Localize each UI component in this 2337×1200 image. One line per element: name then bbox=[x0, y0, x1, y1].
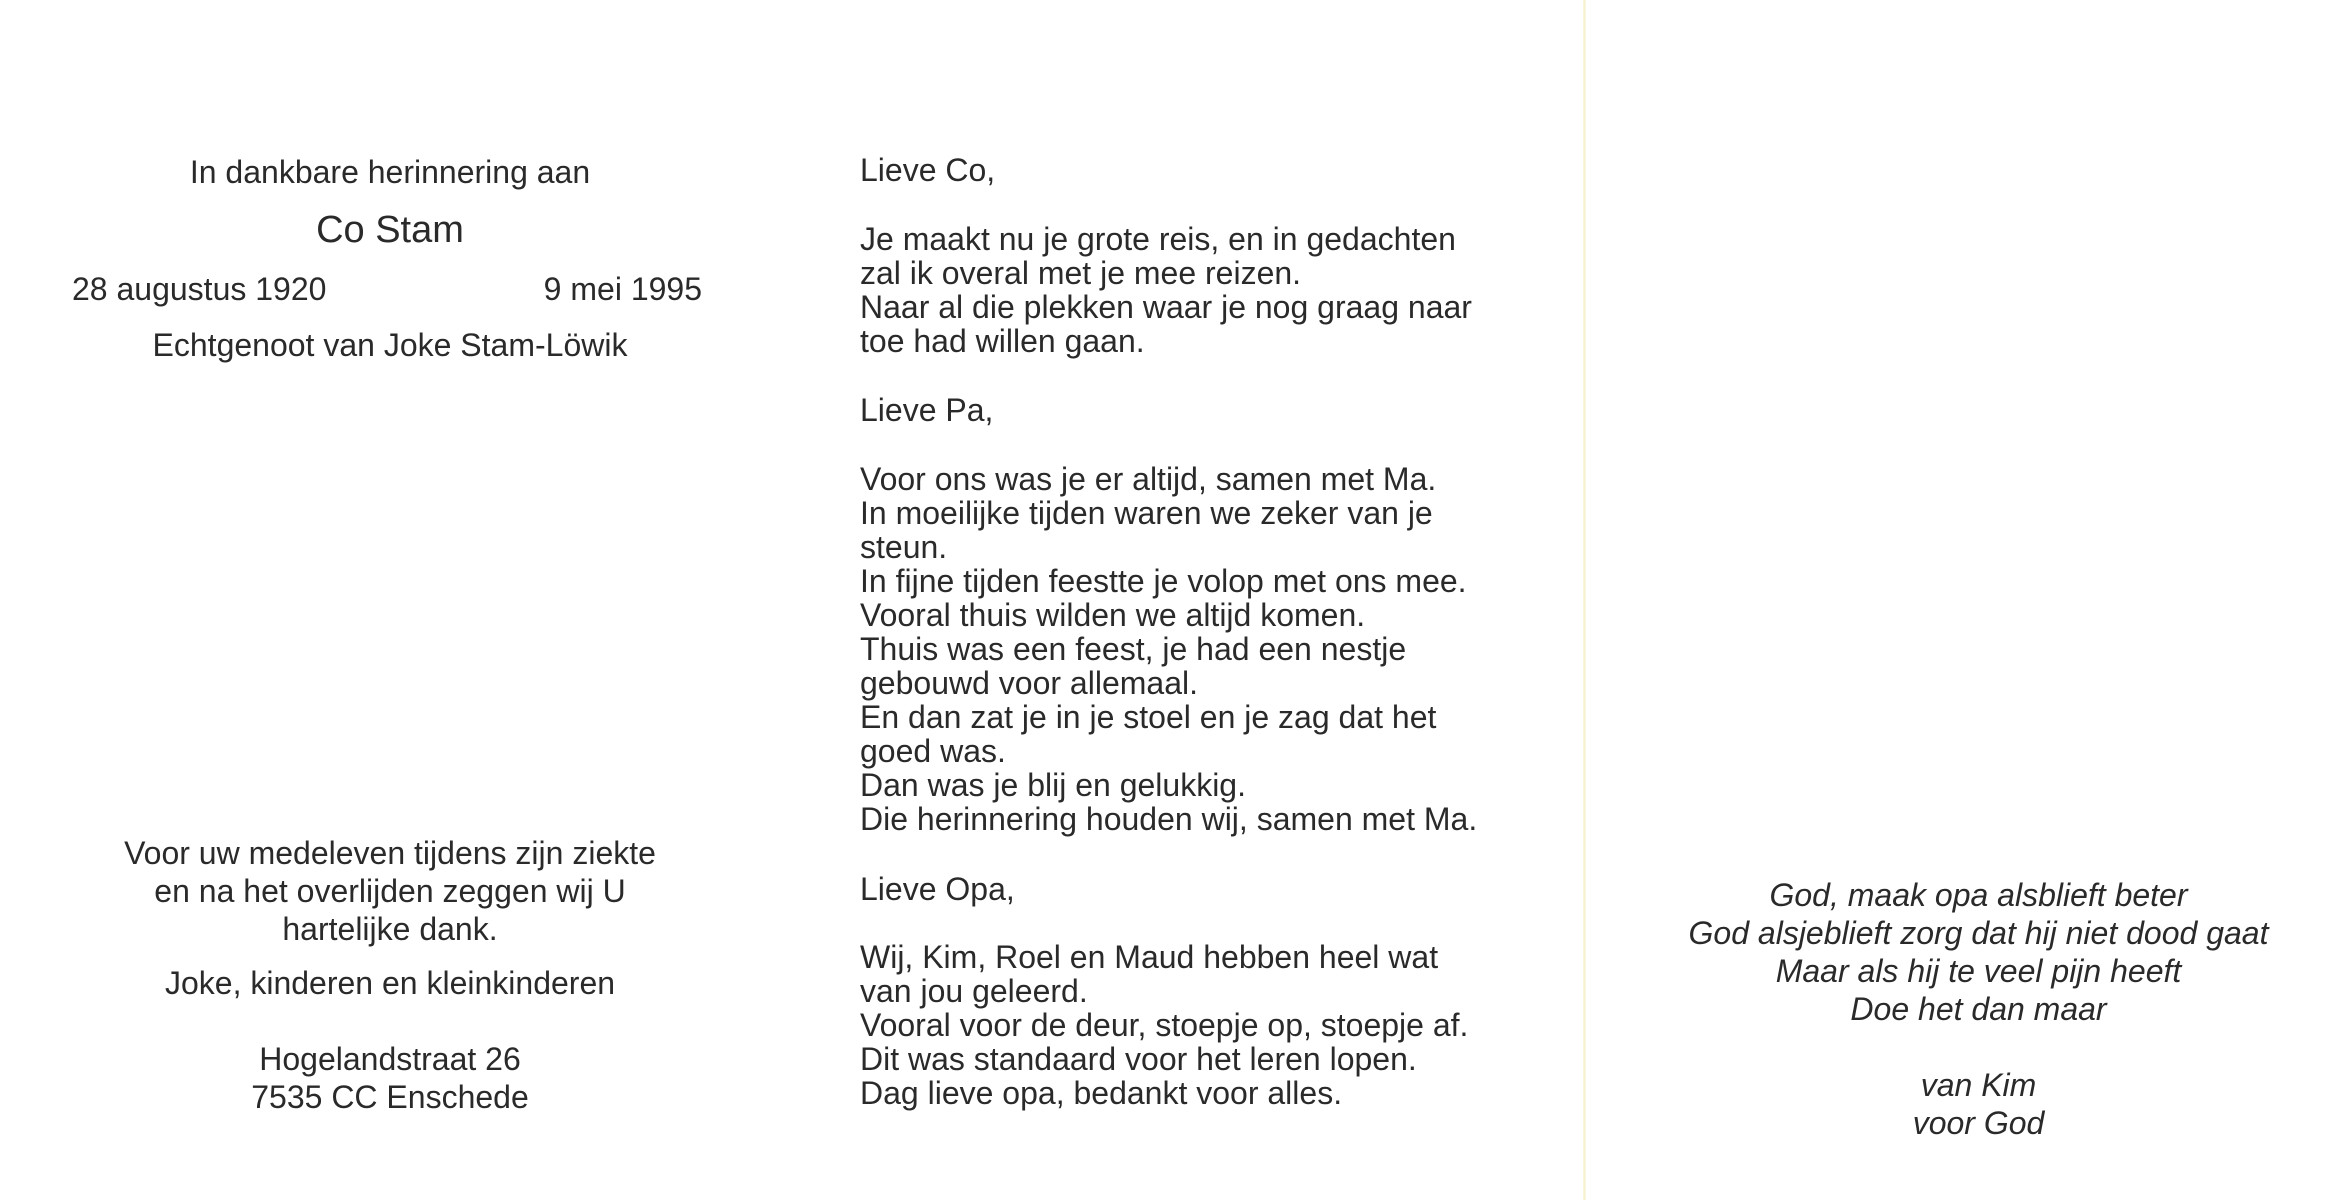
text-line: Wij, Kim, Roel en Maud hebben heel wat bbox=[860, 939, 1439, 975]
address-city: 7535 CC Enschede bbox=[251, 1079, 529, 1115]
address-block bbox=[0, 1040, 780, 1116]
card-fold bbox=[1583, 0, 1586, 1200]
greeting-line: Lieve Opa, bbox=[860, 871, 1015, 907]
text-line: gebouwd voor allemaal. bbox=[860, 665, 1198, 701]
paragraph-pa bbox=[860, 462, 1560, 836]
right-panel bbox=[1620, 0, 2337, 1200]
text-line: zal ik overal met je mee reizen. bbox=[860, 255, 1302, 291]
spouse-text: Echtgenoot van Joke Stam-Löwik bbox=[152, 327, 628, 363]
text-line: Je maakt nu je grote reis, en in gedachten bbox=[860, 221, 1456, 257]
thanks-line: Voor uw medeleven tijdens zijn ziekte bbox=[124, 835, 656, 871]
middle-panel bbox=[860, 0, 1560, 1200]
poem-line: God, maak opa alsblieft beter bbox=[1769, 877, 2188, 913]
poem-line: God alsjeblieft zorg dat hij niet dood gaat bbox=[1688, 915, 2269, 951]
signature-line: voor God bbox=[1912, 1105, 2045, 1141]
signature-line: van Kim bbox=[1920, 1067, 2037, 1103]
greeting-pa bbox=[860, 393, 1560, 427]
text-line: Dan was je blij en gelukkig. bbox=[860, 767, 1246, 803]
text-line: In moeilijke tijden waren we zeker van je bbox=[860, 495, 1433, 531]
text-line: Vooral thuis wilden we altijd komen. bbox=[860, 597, 1366, 633]
text-line: Thuis was een feest, je had een nestje bbox=[860, 631, 1407, 667]
address-street: Hogelandstraat 26 bbox=[259, 1041, 521, 1077]
text-line: goed was. bbox=[860, 733, 1006, 769]
thanks-message bbox=[0, 834, 780, 948]
birth-date: 28 augustus 1920 bbox=[72, 271, 327, 307]
greeting-line: Lieve Pa, bbox=[860, 392, 994, 428]
greeting-opa bbox=[860, 872, 1560, 906]
left-panel bbox=[0, 0, 780, 1200]
greeting-line: Lieve Co, bbox=[860, 152, 996, 188]
poem-line: Maar als hij te veel pijn heeft bbox=[1775, 953, 2182, 989]
paragraph-co bbox=[860, 222, 1560, 358]
deceased-name: Co Stam bbox=[316, 209, 464, 251]
text-line: Naar al die plekken waar je nog graag naar bbox=[860, 289, 1472, 325]
poem-signature bbox=[1620, 1066, 2337, 1142]
text-line: van jou geleerd. bbox=[860, 973, 1088, 1009]
text-line: steun. bbox=[860, 529, 948, 565]
text-line: toe had willen gaan. bbox=[860, 323, 1145, 359]
text-line: Vooral voor de deur, stoepje op, stoepje af. bbox=[860, 1007, 1469, 1043]
family-signature: Joke, kinderen en kleinkinderen bbox=[164, 965, 616, 1001]
poem-line: Doe het dan maar bbox=[1850, 991, 2107, 1027]
text-line: En dan zat je in je stoel en je zag dat het bbox=[860, 699, 1437, 735]
greeting-co bbox=[860, 153, 1560, 187]
intro-text: In dankbare herinnering aan bbox=[189, 154, 591, 190]
thanks-line: hartelijke dank. bbox=[282, 911, 498, 947]
text-line: Voor ons was je er altijd, samen met Ma. bbox=[860, 461, 1437, 497]
thanks-line: en na het overlijden zeggen wij U bbox=[154, 873, 626, 909]
paragraph-opa bbox=[860, 940, 1560, 1110]
text-line: Die herinnering houden wij, samen met Ma. bbox=[860, 801, 1478, 837]
text-line: In fijne tijden feestte je volop met ons mee. bbox=[860, 563, 1467, 599]
death-date: 9 mei 1995 bbox=[543, 271, 702, 307]
poem bbox=[1620, 876, 2337, 1028]
text-line: Dag lieve opa, bedankt voor alles. bbox=[860, 1075, 1343, 1111]
text-line: Dit was standaard voor het leren lopen. bbox=[860, 1041, 1417, 1077]
